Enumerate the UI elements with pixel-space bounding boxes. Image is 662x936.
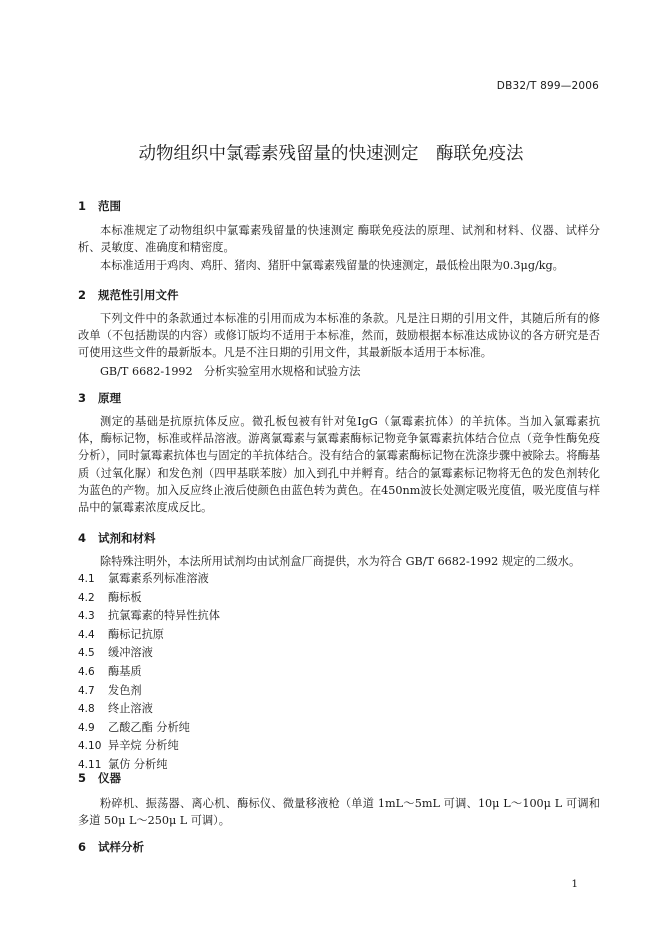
item-text: 氯霉素系列标准溶液 — [108, 572, 209, 585]
section-number: 2 — [78, 288, 87, 302]
item-number: 4.4 — [78, 628, 95, 641]
item-number: 4.7 — [78, 684, 95, 697]
instruments-paragraph: 粉碎机、振荡器、离心机、酶标仪、微量移液枪（单道 1mL～5mL 可调、10μ L～100μ L 可调和多道 50μ L～250μ L 可调）。 — [78, 797, 600, 828]
page-number: 1 — [571, 878, 578, 890]
item-number: 4.10 — [78, 740, 102, 753]
list-item — [78, 663, 220, 682]
section-title: 规范性引用文件 — [98, 288, 179, 302]
item-number: 4.11 — [78, 758, 102, 771]
list-item — [78, 626, 220, 645]
item-text: 酶标板 — [108, 590, 142, 604]
section-heading-scope — [78, 198, 121, 214]
section-number: 6 — [78, 840, 87, 854]
section-title: 试样分析 — [98, 840, 144, 854]
section-heading-instruments — [78, 770, 121, 786]
section-title: 原理 — [98, 391, 121, 405]
item-number: 4.2 — [78, 591, 95, 604]
section-heading-sample-analysis — [78, 839, 144, 855]
reagent-list — [78, 570, 220, 775]
section-heading-principle — [78, 390, 121, 406]
reference-item: GB/T 6682-1992 分析实验室用水规格和试验方法 — [100, 365, 361, 378]
scope-paragraph-2: 本标准适用于鸡肉、鸡肝、猪肉、猪肝中氯霉素残留量的快速测定，最低检出限为0.3μg/kg。 — [100, 259, 564, 272]
section-title: 范围 — [98, 199, 121, 213]
item-text: 酶标记抗原 — [108, 627, 164, 641]
section-title: 仪器 — [98, 771, 121, 785]
item-text: 缓冲溶液 — [108, 646, 153, 660]
principle-paragraph: 测定的基础是抗原抗体反应。微孔板包被有针对兔IgG（氯霉素抗体）的羊抗体。当加入氯霉素抗体，酶标记物，标准或样品溶液。游离氯霉素与氯霉素酶标记物竞争氯霉素抗体结合位点（竞争性酶免疫分析），同时氯霉素抗体也与固定的羊抗体结合。没有结合的氯霉素酶标记物在洗涤步骤中被除去。将酶基质（过氧化脲）和发色剂（四甲基联苯胺）加入到孔中并孵育。结合的氯霉素标记物将无色的发色剂转化为蓝色的产物。加入反应终止液后使颜色由蓝色转为黄色。在450nm波长处测定吸光度值，吸光度值与样品中的氯霉素浓度成反比。 — [78, 415, 600, 515]
item-number: 4.8 — [78, 703, 95, 716]
item-text: 终止溶液 — [108, 702, 153, 716]
item-number: 4.3 — [78, 610, 95, 623]
list-item — [78, 589, 220, 608]
item-text: 发色剂 — [108, 683, 142, 697]
list-item — [78, 644, 220, 663]
section-title: 试剂和材料 — [98, 531, 156, 545]
section-number: 4 — [78, 531, 87, 545]
standard-number: DB32/T 899—2006 — [496, 80, 599, 92]
item-text: 异辛烷 分析纯 — [108, 739, 179, 753]
list-item — [78, 737, 220, 756]
section-number: 3 — [78, 391, 87, 405]
item-text: 抗氯霉素的特异性抗体 — [108, 609, 220, 623]
item-text: 氯仿 分析纯 — [108, 757, 168, 771]
reagents-paragraph: 除特殊注明外，本法所用试剂均由试剂盒厂商提供，水为符合 GB/T 6682-1992 规定的二级水。 — [100, 555, 581, 568]
item-text: 乙酸乙酯 分析纯 — [108, 720, 190, 734]
list-item — [78, 682, 220, 701]
item-number: 4.6 — [78, 665, 95, 678]
references-paragraph: 下列文件中的条款通过本标准的引用而成为本标准的条款。凡是注日期的引用文件，其随后所有的修改单（不包括勘误的内容）或修订版均不适用于本标准，然而，鼓励根据本标准达成协议的各方研究是否可使用这些文件的最新版本。凡是不注日期的引用文件，其最新版本适用于本标准。 — [78, 312, 600, 360]
list-item — [78, 719, 220, 738]
section-heading-reagents — [78, 530, 156, 546]
item-number: 4.5 — [78, 647, 95, 660]
list-item — [78, 607, 220, 626]
list-item — [78, 570, 220, 589]
scope-paragraph-1: 本标准规定了动物组织中氯霉素残留量的快速测定 酶联免疫法的原理、试剂和材料、仪器、试样分析、灵敏度、准确度和精密度。 — [78, 224, 600, 255]
document-title: 动物组织中氯霉素残留量的快速测定 酶联免疫法 — [138, 144, 524, 164]
section-number: 5 — [78, 771, 87, 785]
item-text: 酶基质 — [108, 664, 142, 678]
section-heading-references — [78, 287, 179, 303]
section-number: 1 — [78, 199, 87, 213]
item-number: 4.9 — [78, 721, 95, 734]
item-number: 4.1 — [78, 573, 95, 585]
list-item — [78, 700, 220, 719]
